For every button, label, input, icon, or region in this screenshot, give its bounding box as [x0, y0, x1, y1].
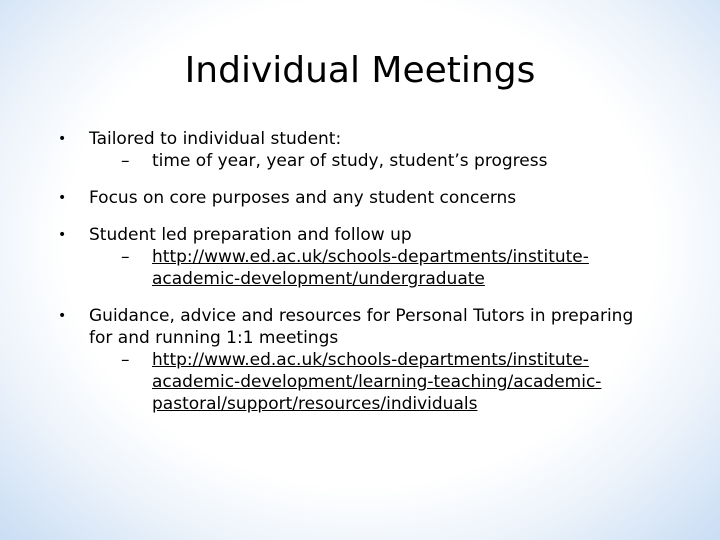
bullet-item	[58, 305, 658, 415]
bullet-list	[58, 128, 658, 415]
dash-icon: –	[121, 247, 130, 267]
resources-link[interactable]: http://www.ed.ac.uk/schools-departments/institute-academic-development/learning-teaching/academic-pastoral/support/resources/individuals	[152, 350, 602, 414]
bullet-item	[58, 128, 658, 172]
dash-icon: –	[121, 151, 130, 171]
bullet-text: Tailored to individual student:	[89, 129, 342, 149]
slide-body	[58, 128, 658, 430]
sub-item	[121, 246, 658, 290]
bullet-icon: •	[58, 131, 67, 147]
dash-icon: –	[121, 350, 130, 370]
sub-list	[89, 349, 658, 415]
sub-text: time of year, year of study, student’s progress	[152, 151, 548, 171]
bullet-item	[58, 224, 658, 290]
bullet-icon: •	[58, 227, 67, 243]
slide-title: Individual Meetings	[184, 50, 536, 91]
bullet-icon: •	[58, 190, 67, 206]
undergraduate-link[interactable]: http://www.ed.ac.uk/schools-departments/institute-academic-development/undergraduate	[152, 247, 589, 289]
bullet-text: Guidance, advice and resources for Personal Tutors in preparing for and running 1:1 meetings	[89, 306, 634, 348]
sub-item	[121, 349, 658, 415]
sub-item	[121, 150, 658, 172]
bullet-text: Student led preparation and follow up	[89, 225, 412, 245]
sub-list	[89, 246, 658, 290]
bullet-text: Focus on core purposes and any student concerns	[89, 188, 517, 208]
bullet-icon: •	[58, 308, 67, 324]
bullet-item	[58, 187, 658, 209]
sub-list	[89, 150, 658, 172]
